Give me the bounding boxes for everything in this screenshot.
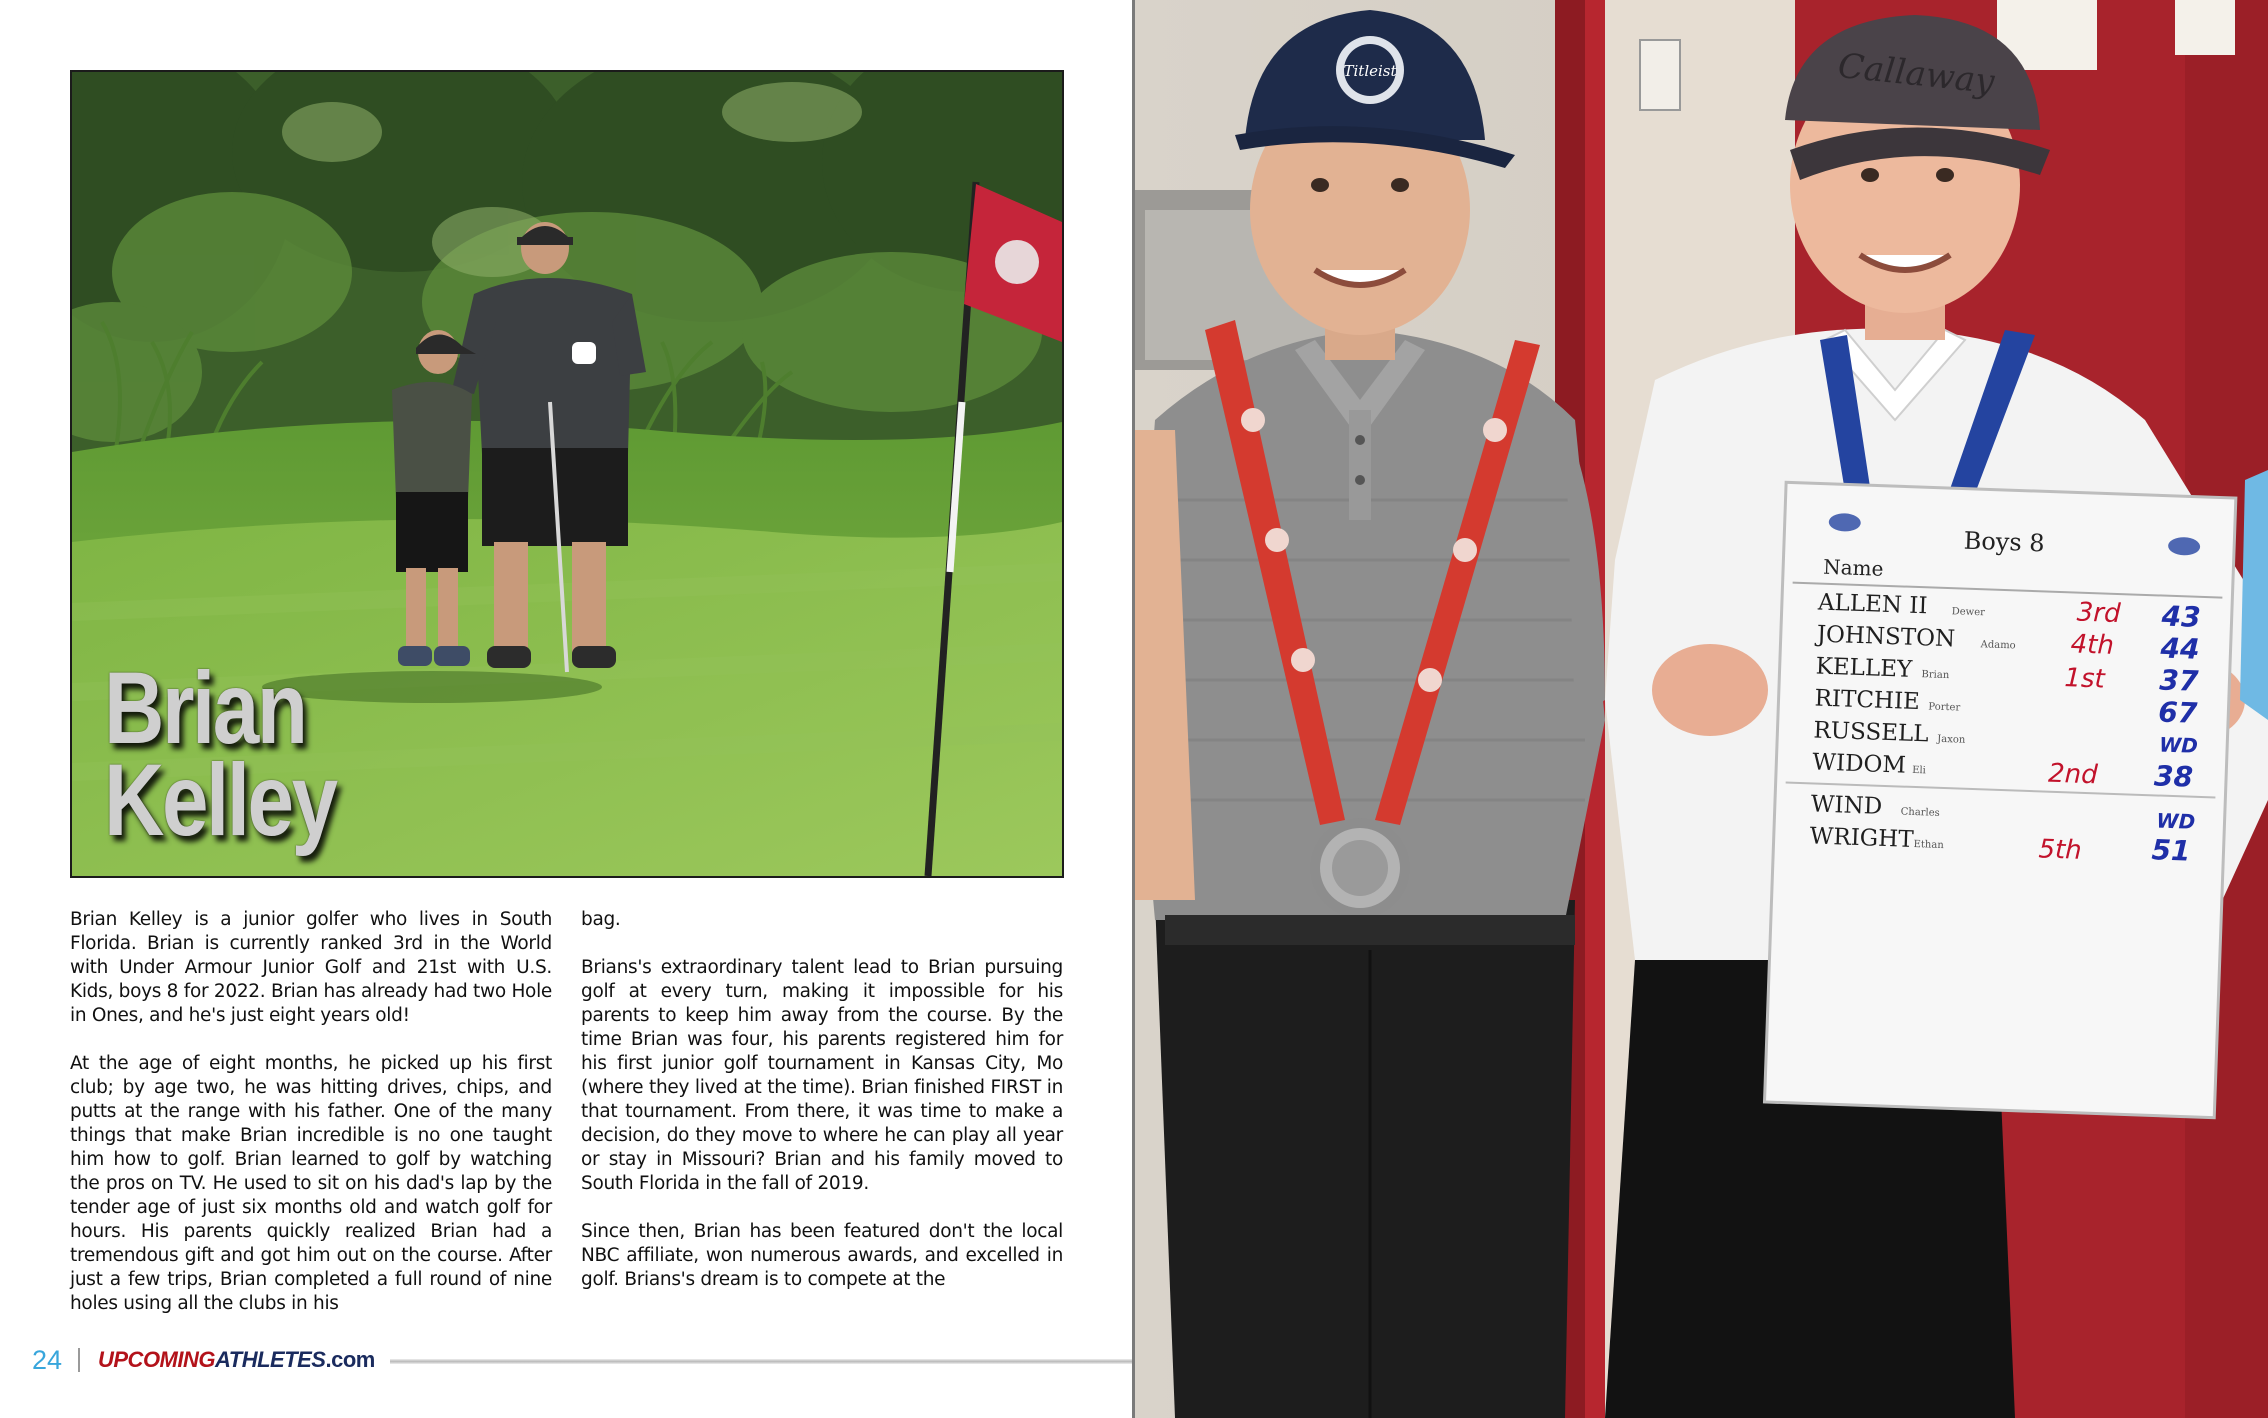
score-row-place: 1st bbox=[2063, 663, 2106, 695]
score-row-first: Adamo bbox=[1980, 639, 2016, 652]
golf-course-photo bbox=[70, 70, 1064, 878]
page-footer bbox=[0, 1340, 1132, 1380]
boys-with-medals-illustration bbox=[1135, 0, 2268, 1418]
left-page bbox=[0, 0, 1132, 1418]
score-row-score: 51 bbox=[2150, 833, 2192, 868]
article-paragraph: At the age of eight months, he picked up his first club; by age two, he was hitting drives, chips, and putts at the range with his father. One of the many things that make Brian incredible is no one taught him how to golf. Brian learned to golf by watching the pros on TV. He used to sit on his dad's lap by the tender age of just six months old and watch golf for hours. His parents quickly realized Brian had a tremendous gift and got him out on the course. After just a few trips, Brian completed a full round of nine holes using all the clubs in his bbox=[70, 1053, 552, 1314]
score-row-last: RITCHIE bbox=[1814, 685, 1921, 716]
score-row-score: 38 bbox=[2153, 759, 2194, 794]
scoreboard-sheet bbox=[1764, 482, 2235, 1117]
score-row-score: 43 bbox=[2161, 599, 2202, 634]
article-paragraph: bag. bbox=[581, 909, 621, 930]
score-row-last: WRIGHT bbox=[1809, 823, 1915, 853]
score-row-first: Eli bbox=[1911, 764, 1927, 777]
brand-part-domain: .com bbox=[325, 1347, 375, 1372]
article-paragraph: Brians's extraordinary talent lead to Brian pursuing golf at every turn, making it impossible for his parents to keep him away from the course. By the time Brian was four, his parents registered him for his first junior golf tournament in Kansas City, Mo (where they lived at the time). Brian finished FIRST in that tournament. From there, it was time to make a decision, do they move to where he can play all year or stay in Missouri? Brian and his family moved to South Florida in the fall of 2019. bbox=[581, 957, 1063, 1194]
callaway-logo: Callaway bbox=[1836, 45, 1997, 103]
score-row-first: Brian bbox=[1921, 669, 1950, 682]
score-row-last: JOHNSTON bbox=[1816, 621, 1956, 653]
score-row-first: Jaxon bbox=[1937, 733, 1966, 746]
scoreboard-title: Boys 8 bbox=[1963, 526, 2046, 558]
first-name: Brian bbox=[104, 651, 306, 765]
brand-part-upcoming: UPCOMING bbox=[98, 1347, 215, 1372]
last-name: Kelley bbox=[104, 743, 336, 857]
brand-logo bbox=[98, 1340, 375, 1380]
scoreboard-header-name: Name bbox=[1822, 554, 1884, 581]
medal-photo bbox=[1135, 0, 2268, 1418]
brand-part-athletes: ATHLETES bbox=[215, 1347, 326, 1372]
article-column-2 bbox=[581, 908, 1063, 1316]
score-row-score: 44 bbox=[2160, 631, 2201, 666]
article-paragraph: Brian Kelley is a junior golfer who lives in South Florida. Brian is currently ranked 3rd in the World with Under Armour Junior Golf and 21st with U.S. Kids, boys 8 for 2022. Brian has already had two Hole in Ones, and he's just eight years old! bbox=[70, 909, 552, 1026]
score-row-first: Charles bbox=[1900, 806, 1940, 819]
footer-rule bbox=[390, 1359, 1132, 1364]
score-row-last: ALLEN II bbox=[1817, 589, 1928, 620]
score-row-score: 37 bbox=[2158, 663, 2199, 698]
score-row-first: Ethan bbox=[1913, 839, 1944, 852]
score-row-last: WIDOM bbox=[1811, 749, 1907, 779]
score-row-score: WD bbox=[2156, 808, 2196, 834]
titleist-logo: Titleist bbox=[1343, 62, 1397, 80]
score-row-last: KELLEY bbox=[1815, 653, 1913, 683]
page-number: 24 bbox=[32, 1345, 63, 1375]
score-row-last: RUSSELL bbox=[1813, 717, 1930, 748]
article-paragraph: Since then, Brian has been featured don't the local NBC affiliate, won numerous awards, and excelled in golf. Brians's dream is to compete at the bbox=[581, 1221, 1063, 1290]
score-row-place: 5th bbox=[2037, 834, 2083, 866]
score-row-score: WD bbox=[2158, 732, 2199, 758]
score-row-place: 4th bbox=[2070, 629, 2115, 661]
score-row-place: 3rd bbox=[2076, 597, 2122, 630]
score-row-place: 2nd bbox=[2047, 758, 2099, 791]
score-row-first: Dewer bbox=[1951, 606, 1986, 619]
article-column-1 bbox=[70, 908, 552, 1340]
score-row-last: WIND bbox=[1810, 791, 1883, 820]
athlete-name-overlay bbox=[104, 651, 336, 857]
score-row-first: Porter bbox=[1928, 701, 1961, 714]
score-row-score: 67 bbox=[2157, 695, 2198, 730]
footer-separator bbox=[78, 1348, 80, 1372]
